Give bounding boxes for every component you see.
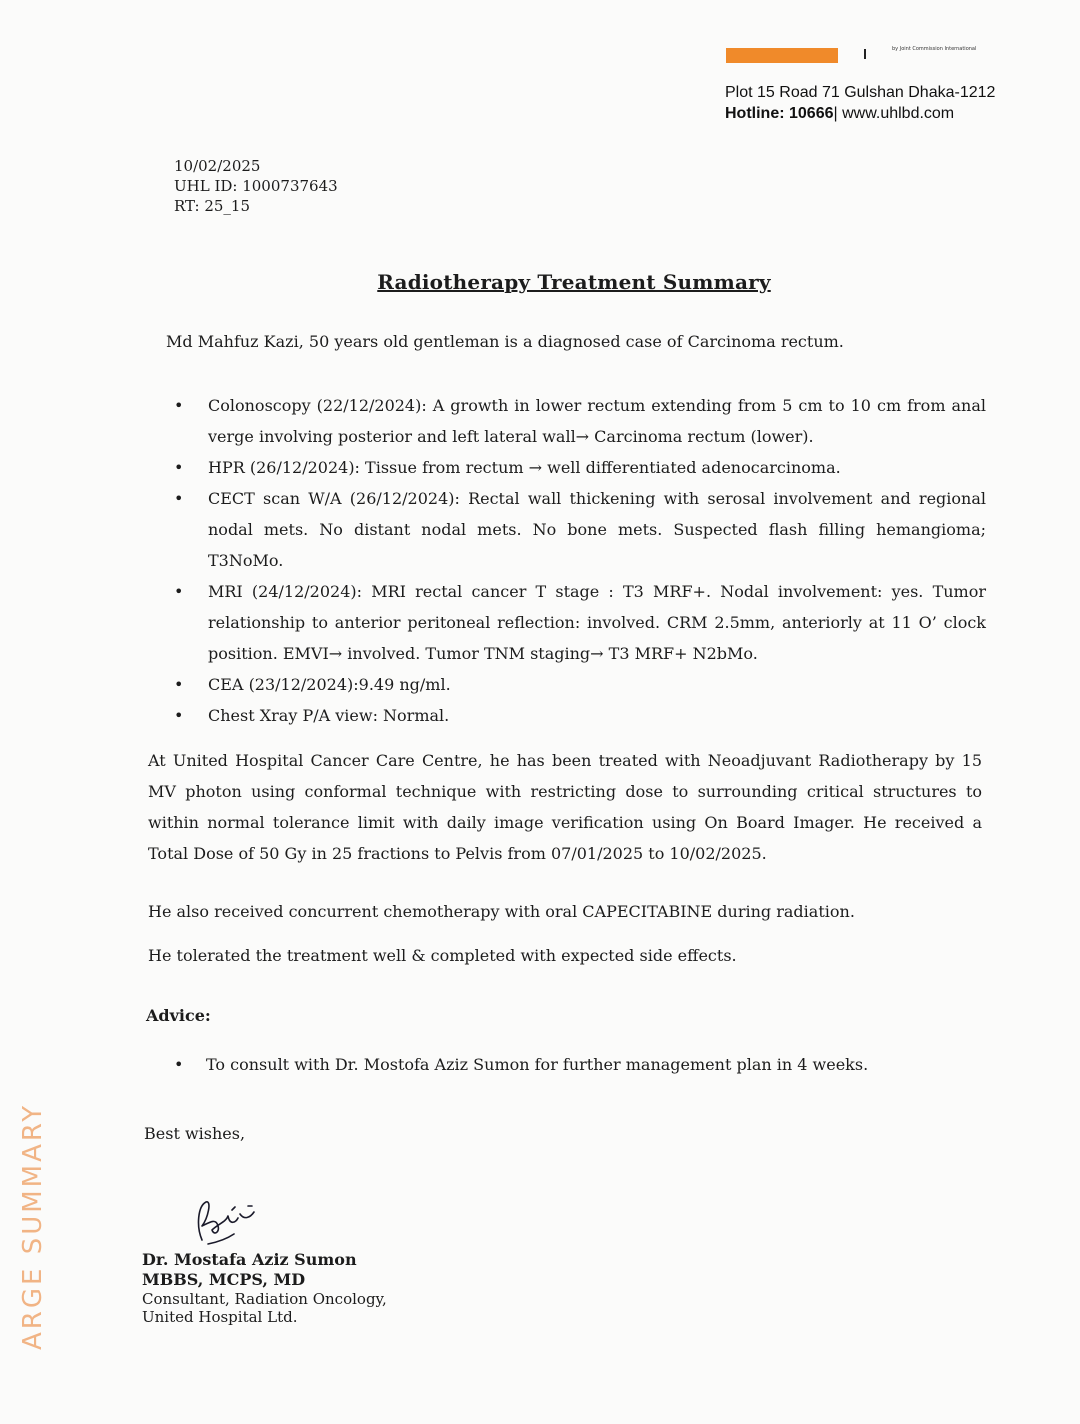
finding-colonoscopy: • Colonoscopy (22/12/2024): A growth in lower rectum extending from 5 cm to 10 cm from anal verge involving posterior and left lateral wall→ Carcinoma rectum (lower). xyxy=(172,390,986,452)
finding-cea: • CEA (23/12/2024):9.49 ng/ml. xyxy=(172,669,986,700)
finding-chest-xray: • Chest Xray P/A view: Normal. xyxy=(172,700,986,731)
logo-divider xyxy=(864,49,866,59)
hotline: Hotline: 10666 xyxy=(725,105,834,122)
uhl-id: UHL ID: 1000737643 xyxy=(174,177,338,195)
finding-cect: • CECT scan W/A (26/12/2024): Rectal wall thickening with serosal involvement and regional nodal mets. No distant nodal mets. No bone mets. Suspected flash filling hemangioma; T3NoMo. xyxy=(172,483,986,576)
advice-heading: Advice: xyxy=(146,1006,211,1025)
document-date: 10/02/2025 xyxy=(174,157,261,175)
signatory-position: Consultant, Radiation Oncology, xyxy=(142,1290,387,1308)
findings-list xyxy=(172,390,986,731)
hospital-logo-bar xyxy=(726,48,838,63)
treatment-paragraph: At United Hospital Cancer Care Centre, he has been treated with Neoadjuvant Radiotherapy by 15 MV photon using conformal technique with restricting dose to surrounding critical structures to within normal tolerance limit with daily image verification using On Board Imager. He received a Total Dose of 50 Gy in 25 fractions to Pelvis from 07/01/2025 to 10/02/2025. xyxy=(148,751,982,863)
closing-line: Best wishes, xyxy=(144,1124,246,1143)
tolerance-paragraph: He tolerated the treatment well & completed with expected side effects. xyxy=(148,946,737,965)
document-meta xyxy=(174,156,338,216)
patient-intro: Md Mahfuz Kazi, 50 years old gentleman is a diagnosed case of Carcinoma rectum. xyxy=(166,332,844,351)
advice-list xyxy=(172,1050,972,1080)
signatory-name: Dr. Mostafa Aziz Sumon xyxy=(142,1250,357,1269)
signatory-organization: United Hospital Ltd. xyxy=(142,1308,298,1326)
handwritten-signature xyxy=(188,1196,268,1252)
document-title: Radiotherapy Treatment Summary xyxy=(377,270,771,294)
hospital-address: Plot 15 Road 71 Gulshan Dhaka-1212 xyxy=(725,84,996,101)
hospital-address-block xyxy=(725,82,995,124)
discharge-summary-watermark: ARGE SUMMARY xyxy=(18,1102,48,1350)
chemo-paragraph: He also received concurrent chemotherapy with oral CAPECITABINE during radiation. xyxy=(148,902,855,921)
finding-mri: • MRI (24/12/2024): MRI rectal cancer T stage : T3 MRF+. Nodal involvement: yes. Tumor relationship to anterior peritoneal reflection: involved. CRM 2.5mm, anteriorly at 11 O’ clock position. EMVI→ involved. Tumor TNM staging→ T3 MRF+ N2bMo. xyxy=(172,576,986,669)
hotline-line xyxy=(725,103,995,124)
finding-hpr: • HPR (26/12/2024): Tissue from rectum → well differentiated adenocarcinoma. xyxy=(172,452,986,483)
website-link: | www.uhlbd.com xyxy=(833,105,955,122)
signatory-degrees: MBBS, MCPS, MD xyxy=(142,1270,306,1289)
advice-item: • To consult with Dr. Mostofa Aziz Sumon for further management plan in 4 weeks. xyxy=(172,1050,972,1080)
rt-number: RT: 25_15 xyxy=(174,197,250,215)
signatory-block xyxy=(142,1250,387,1326)
accreditation-text: by Joint Commission International xyxy=(892,46,977,52)
